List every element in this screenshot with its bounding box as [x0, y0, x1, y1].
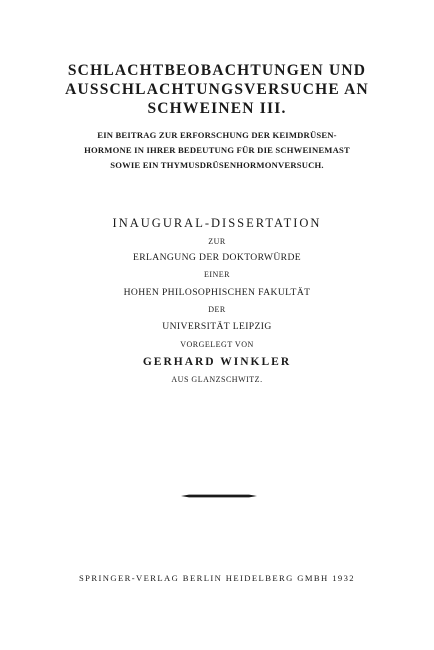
ornamental-rule: [181, 494, 257, 498]
subtitle-line-3: SOWIE EIN THYMUSDRÜSENHORMONVERSUCH.: [110, 160, 324, 170]
subtitle-line-1: EIN BEITRAG ZUR ERFORSCHUNG DER KEIMDRÜSEN-: [97, 130, 337, 140]
subtitle-line-2: HORMONE IN IHRER BEDEUTUNG FÜR DIE SCHWEINEMAST: [84, 145, 350, 155]
title-line-2: AUSSCHLACHTUNGSVERSUCHE AN: [65, 81, 369, 98]
dissertation-universitaet: UNIVERSITÄT LEIPZIG: [162, 321, 272, 332]
dissertation-einer: EINER: [203, 270, 231, 279]
dissertation-vorgelegt: VORGELEGT VON: [180, 340, 254, 349]
publisher-line: SPRINGER-VERLAG BERLIN HEIDELBERG GMBH 1932: [79, 573, 355, 583]
dissertation-fakultaet: HOHEN PHILOSOPHISCHEN FAKULTÄT: [123, 287, 311, 298]
dissertation-erlangung: ERLANGUNG DER DOKTORWÜRDE: [132, 252, 302, 263]
dissertation-zur: ZUR: [208, 237, 226, 246]
title-line-3: SCHWEINEN III.: [147, 100, 287, 117]
author-name: GERHARD WINKLER: [142, 356, 292, 368]
dissertation-der: DER: [208, 305, 226, 314]
author-origin: AUS GLANZSCHWITZ.: [171, 375, 263, 384]
dissertation-heading: INAUGURAL-DISSERTATION: [112, 216, 322, 230]
title-line-1: SCHLACHTBEOBACHTUNGEN UND: [67, 62, 367, 79]
